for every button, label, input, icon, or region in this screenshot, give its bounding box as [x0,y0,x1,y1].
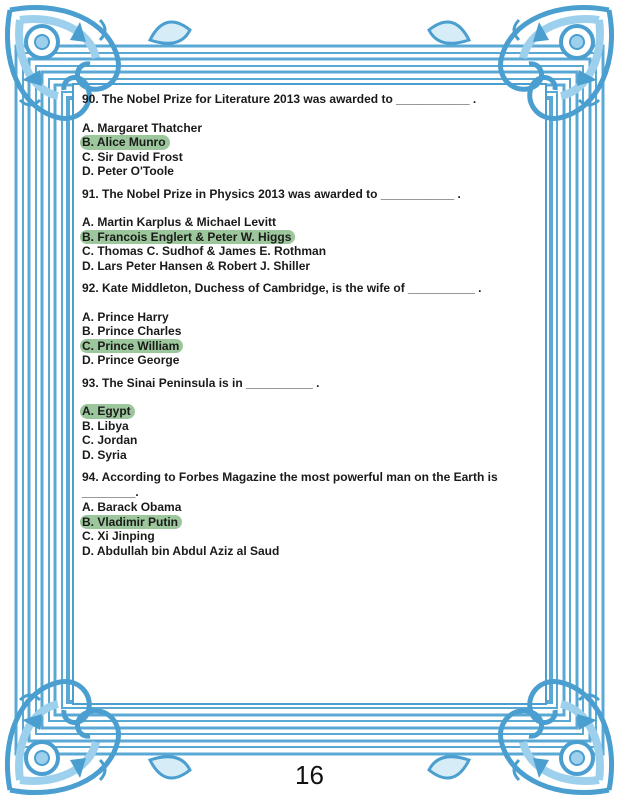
option-d: D. Abdullah bin Abdul Aziz al Saud [82,543,280,558]
option-d: D. Syria [82,447,127,462]
page-number: 16 [295,760,324,790]
question-92 [82,281,537,368]
option-c: C. Jordan [82,433,138,447]
option-a: A. Barack Obama [82,500,182,514]
question-text: 92. Kate Middleton, Duchess of Cambridge, is the wife of __________ . [82,281,482,295]
option-a: A. Prince Harry [82,309,169,324]
options-list [82,310,537,368]
quiz-content [82,92,537,566]
question-text: 91. The Nobel Prize in Physics 2013 was awarded to ___________ . [82,186,461,201]
option-a: A. Margaret Thatcher [82,120,203,135]
option-b-correct: B. Alice Munro [80,135,170,150]
options-list [82,404,537,462]
option-d: D. Peter O'Toole [82,164,174,178]
option-c-correct: C. Prince William [80,339,183,354]
option-b-correct: B. Vladimir Putin [80,515,182,530]
question-text: 94. According to Forbes Magazine the most powerful man on the Earth is ________. [82,470,498,499]
question-93 [82,376,537,463]
options-list [82,500,537,558]
question-91 [82,187,537,274]
options-list [82,121,537,179]
option-a: A. Martin Karplus & Michael Levitt [82,215,277,229]
option-c: C. Sir David Frost [82,149,183,164]
option-b-correct: B. Francois Englert & Peter W. Higgs [80,230,295,245]
option-a-correct: A. Egypt [80,404,135,419]
option-c: C. Thomas C. Sudhof & James E. Rothman [82,244,327,258]
option-b: B. Prince Charles [82,324,182,338]
option-b: B. Libya [82,418,129,433]
question-94 [82,470,537,558]
option-d: D. Lars Peter Hansen & Robert J. Shiller [82,258,311,273]
option-d: D. Prince George [82,353,180,367]
option-c: C. Xi Jinping [82,529,155,543]
question-text: 93. The Sinai Peninsula is in __________ . [82,375,320,390]
question-90 [82,92,537,179]
options-list [82,215,537,273]
question-text: 90. The Nobel Prize for Literature 2013 was awarded to ___________ . [82,92,477,106]
